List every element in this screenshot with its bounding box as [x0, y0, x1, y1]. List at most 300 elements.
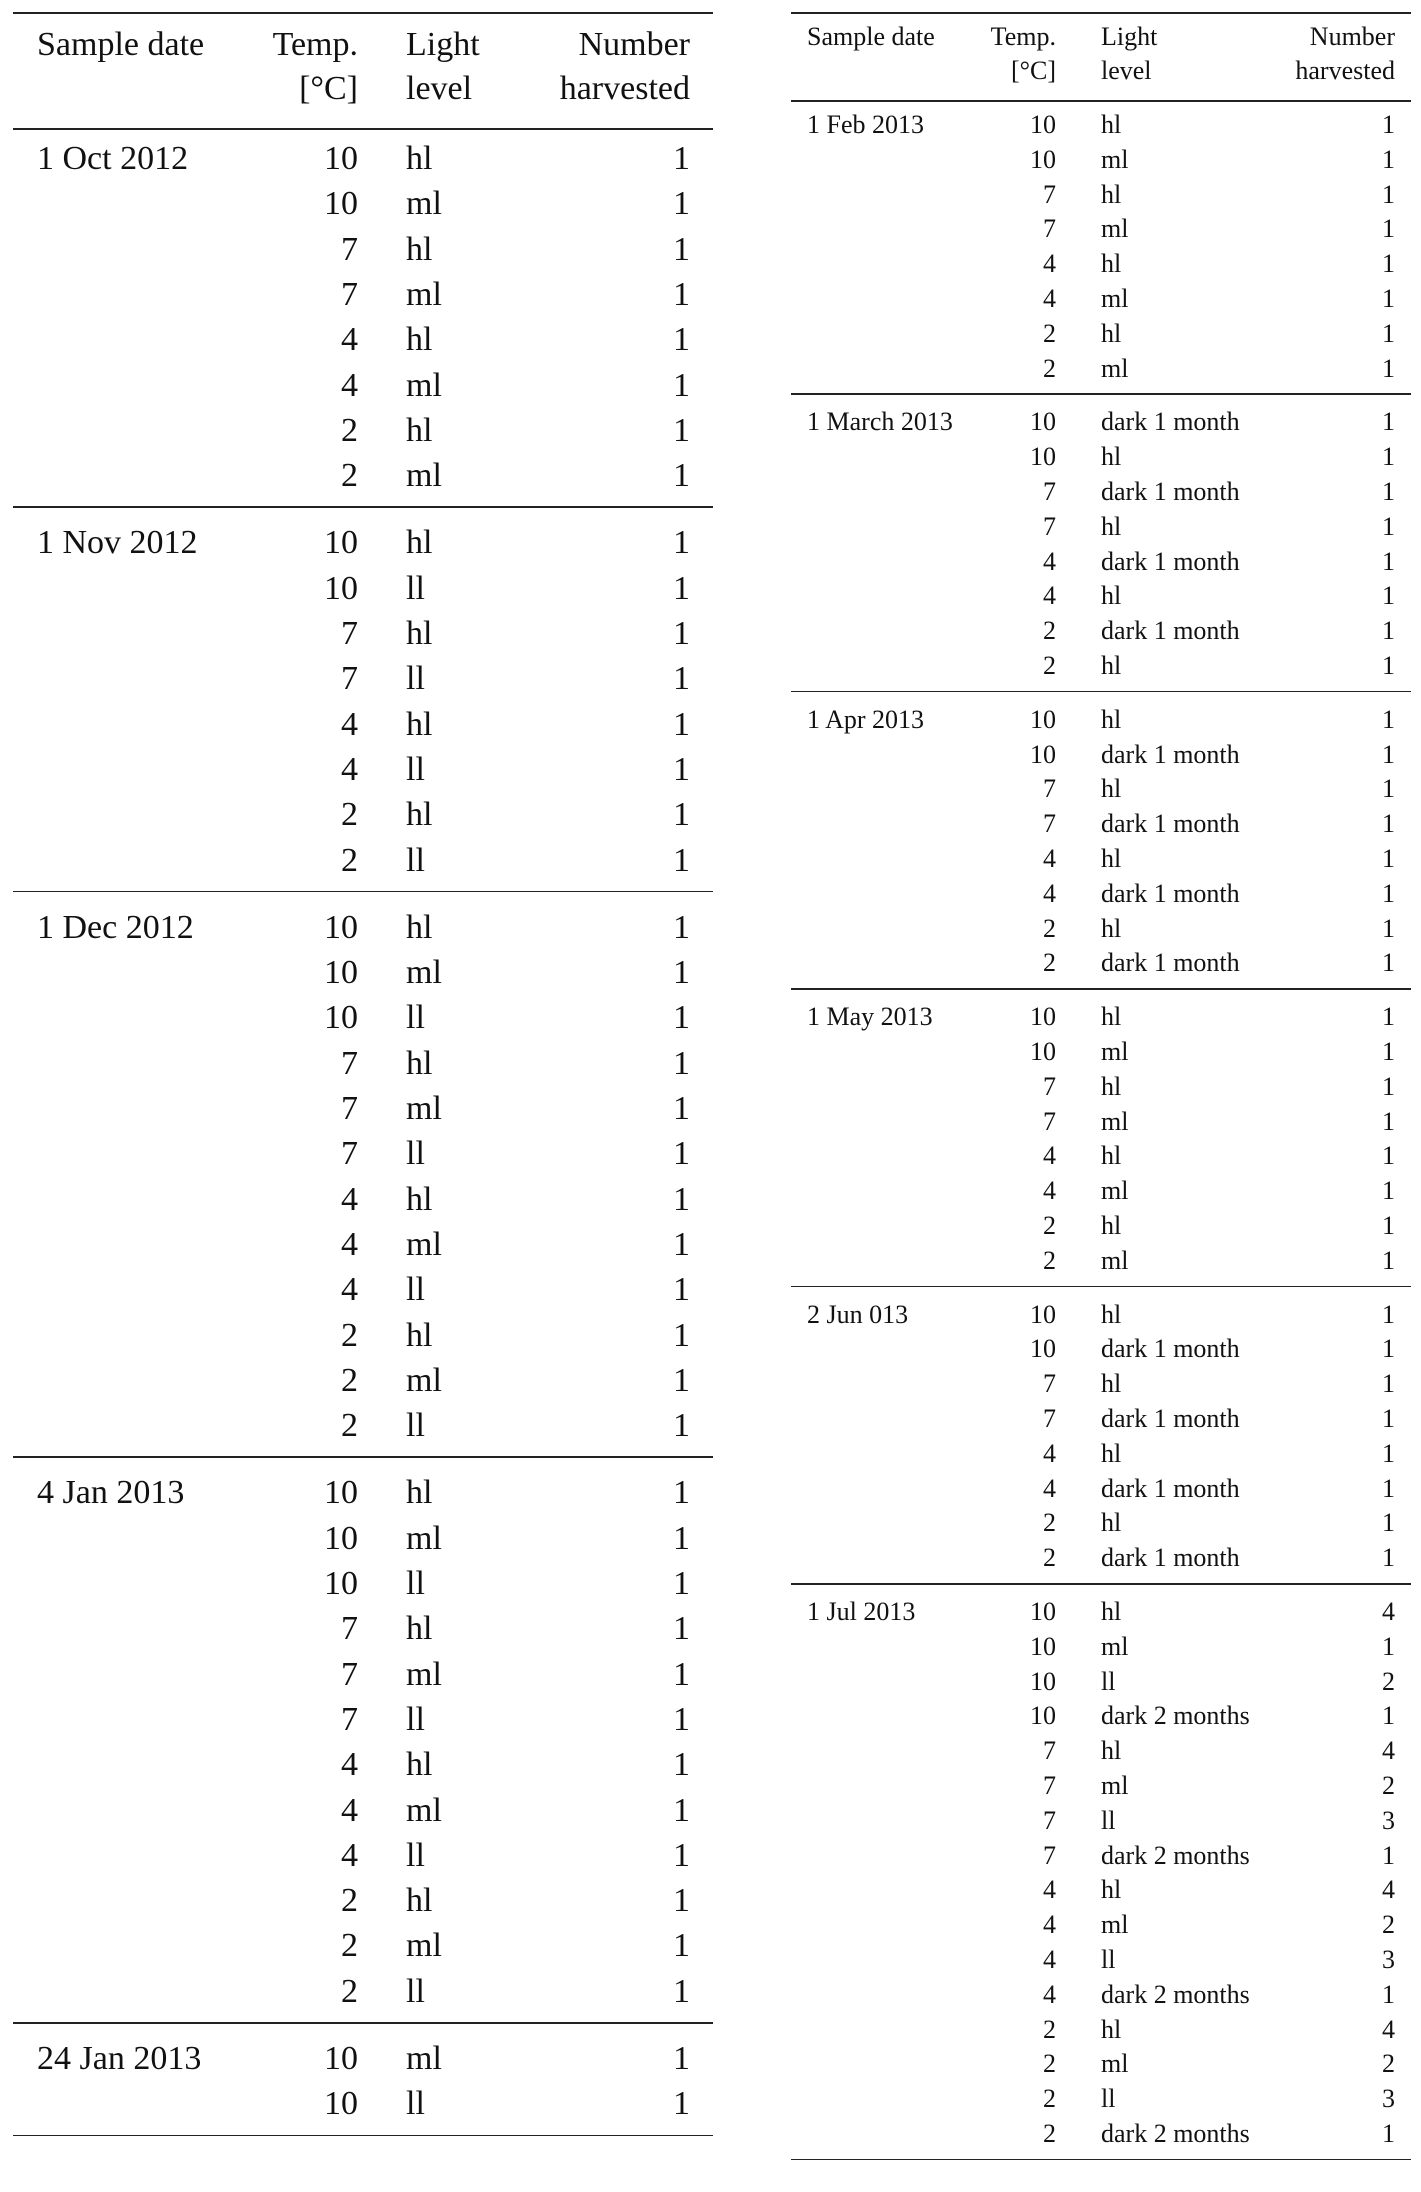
cell-number-harvested: 1 — [1382, 407, 1395, 437]
cell-light-level: dark 1 month — [1101, 809, 1240, 839]
cell-temp: 7 — [1043, 511, 1056, 541]
cell-number-harvested: 1 — [1382, 1438, 1395, 1468]
group-rule — [791, 2159, 1411, 2161]
cell-light-level: ml — [1101, 1910, 1129, 1940]
cell-number-harvested: 1 — [673, 411, 690, 449]
cell-number-harvested: 4 — [1382, 1736, 1395, 1766]
cell-number-harvested: 1 — [1382, 1037, 1395, 1066]
cell-number-harvested: 1 — [1382, 1631, 1395, 1661]
cell-light-level: hl — [1101, 1597, 1122, 1626]
cell-light-level: hl — [406, 1610, 433, 1648]
group-rule — [791, 988, 1411, 990]
header-sample-date: Sample date — [807, 22, 935, 51]
cell-temp: 7 — [1043, 1071, 1056, 1101]
cell-temp: 7 — [1043, 1736, 1056, 1766]
cell-temp: 10 — [1030, 1037, 1056, 1066]
cell-number-harvested: 1 — [673, 1927, 690, 1965]
cell-number-harvested: 1 — [1382, 1071, 1395, 1101]
cell-number-harvested: 1 — [1382, 844, 1395, 873]
cell-temp: 2 — [1043, 2014, 1056, 2044]
cell-light-level: ml — [406, 954, 442, 992]
cell-temp: 2 — [341, 457, 358, 495]
group-date: 1 Feb 2013 — [807, 110, 924, 139]
cell-light-level: hl — [1101, 179, 1122, 209]
cell-temp: 10 — [324, 2040, 358, 2077]
cell-number-harvested: 1 — [1382, 1299, 1395, 1329]
cell-number-harvested: 4 — [1382, 1597, 1395, 1626]
cell-temp: 7 — [341, 230, 358, 268]
cell-temp: 7 — [341, 615, 358, 652]
cell-light-level: dark 2 months — [1101, 1840, 1250, 1870]
cell-light-level: hl — [406, 1882, 433, 1920]
cell-temp: 4 — [341, 321, 358, 359]
cell-light-level: hl — [1101, 249, 1122, 279]
cell-temp: 4 — [1043, 1141, 1056, 1171]
group-date: 1 Oct 2012 — [37, 140, 189, 177]
cell-light-level: ll — [406, 660, 425, 698]
cell-temp: 7 — [1043, 1840, 1056, 1870]
cell-light-level: hl — [406, 524, 433, 562]
cell-temp: 7 — [1043, 1404, 1056, 1433]
cell-temp: 7 — [1043, 1805, 1056, 1835]
cell-number-harvested: 1 — [673, 185, 690, 223]
cell-temp: 4 — [1043, 1979, 1056, 2009]
cell-temp: 7 — [1043, 809, 1056, 839]
cell-temp: 10 — [1030, 704, 1056, 734]
group-date: 1 Jul 2013 — [807, 1597, 916, 1626]
cell-light-level: dark 1 month — [1101, 477, 1240, 506]
cell-light-level: hl — [406, 1180, 433, 1218]
cell-temp: 10 — [1030, 110, 1056, 139]
cell-temp: 10 — [1030, 1701, 1056, 1731]
cell-light-level: hl — [1101, 844, 1122, 873]
cell-temp: 10 — [324, 954, 358, 992]
cell-light-level: ll — [406, 1271, 425, 1309]
cell-light-level: dark 1 month — [1101, 739, 1240, 769]
cell-number-harvested: 1 — [673, 1972, 690, 2010]
cell-number-harvested: 1 — [1382, 1176, 1395, 1206]
header-light-level: level — [406, 70, 473, 107]
cell-light-level: hl — [1101, 318, 1122, 348]
cell-temp: 4 — [1043, 844, 1056, 873]
cell-temp: 4 — [1043, 1176, 1056, 1206]
cell-number-harvested: 1 — [1382, 318, 1395, 348]
cell-light-level: hl — [1101, 774, 1122, 804]
cell-temp: 4 — [1043, 249, 1056, 279]
cell-number-harvested: 1 — [673, 954, 690, 992]
cell-number-harvested: 2 — [1382, 2049, 1395, 2079]
cell-number-harvested: 3 — [1382, 1805, 1395, 1835]
cell-number-harvested: 1 — [673, 275, 690, 313]
cell-number-harvested: 1 — [673, 1655, 690, 1693]
cell-number-harvested: 1 — [1382, 704, 1395, 734]
group-date: 2 Jun 013 — [807, 1299, 909, 1329]
cell-number-harvested: 4 — [1382, 2014, 1395, 2044]
cell-light-level: ml — [1101, 1106, 1129, 1136]
cell-number-harvested: 1 — [1382, 1979, 1395, 2009]
header-temp-unit: [°C] — [1010, 56, 1056, 85]
cell-light-level: ml — [406, 1225, 442, 1263]
cell-number-harvested: 1 — [673, 1610, 690, 1648]
cell-light-level: ml — [406, 1655, 442, 1693]
cell-number-harvested: 1 — [673, 1519, 690, 1557]
cell-temp: 10 — [324, 524, 358, 562]
cell-temp: 2 — [341, 1927, 358, 1965]
cell-temp: 2 — [341, 1407, 358, 1445]
cell-number-harvested: 1 — [673, 230, 690, 268]
cell-light-level: hl — [1101, 1141, 1122, 1171]
cell-light-level: ll — [406, 750, 425, 788]
cell-light-level: ll — [1101, 1666, 1116, 1696]
header-harvested: harvested — [559, 70, 690, 107]
cell-light-level: ml — [1101, 284, 1129, 313]
cell-temp: 7 — [1043, 1106, 1056, 1136]
cell-temp: 2 — [1043, 2049, 1056, 2079]
cell-number-harvested: 1 — [673, 321, 690, 359]
cell-number-harvested: 1 — [1382, 1701, 1395, 1731]
cell-number-harvested: 1 — [1382, 809, 1395, 839]
group-rule — [13, 2135, 713, 2137]
cell-temp: 10 — [1030, 1002, 1056, 1032]
group-date: 1 March 2013 — [807, 407, 953, 437]
cell-light-level: dark 2 months — [1101, 1701, 1250, 1731]
cell-number-harvested: 1 — [673, 1700, 690, 1738]
cell-light-level: ll — [406, 1565, 425, 1602]
cell-number-harvested: 3 — [1382, 1945, 1395, 1974]
cell-light-level: ml — [406, 1519, 442, 1557]
table-top-rule — [13, 12, 713, 14]
cell-number-harvested: 1 — [1382, 144, 1395, 174]
cell-number-harvested: 1 — [673, 1746, 690, 1784]
cell-temp: 4 — [341, 366, 358, 404]
cell-number-harvested: 2 — [1382, 1666, 1395, 1696]
header-temp: Temp. — [272, 26, 358, 63]
cell-number-harvested: 1 — [1382, 2119, 1395, 2148]
cell-light-level: ll — [1101, 2084, 1116, 2114]
cell-light-level: hl — [1101, 581, 1122, 611]
group-date: 1 Nov 2012 — [37, 524, 198, 562]
group-date: 4 Jan 2013 — [37, 1474, 185, 1512]
cell-temp: 4 — [341, 1271, 358, 1309]
cell-temp: 2 — [341, 841, 358, 879]
cell-light-level: hl — [406, 230, 433, 268]
cell-number-harvested: 1 — [673, 796, 690, 834]
cell-number-harvested: 1 — [673, 1090, 690, 1127]
cell-number-harvested: 1 — [1382, 878, 1395, 908]
cell-number-harvested: 1 — [1382, 179, 1395, 209]
cell-light-level: dark 1 month — [1101, 948, 1240, 978]
cell-number-harvested: 1 — [1382, 581, 1395, 611]
cell-temp: 2 — [341, 1972, 358, 2010]
cell-number-harvested: 1 — [673, 660, 690, 698]
cell-light-level: ll — [406, 1700, 425, 1738]
cell-number-harvested: 1 — [1382, 1106, 1395, 1136]
cell-temp: 2 — [1043, 2119, 1056, 2148]
cell-number-harvested: 1 — [673, 1225, 690, 1263]
cell-temp: 2 — [1043, 2084, 1056, 2114]
cell-number-harvested: 1 — [1382, 110, 1395, 139]
cell-number-harvested: 1 — [1382, 477, 1395, 506]
cell-number-harvested: 1 — [1382, 1002, 1395, 1032]
cell-number-harvested: 1 — [673, 1791, 690, 1829]
cell-light-level: ml — [406, 1927, 442, 1965]
cell-temp: 2 — [341, 1882, 358, 1920]
cell-light-level: ml — [406, 2040, 442, 2077]
group-rule — [791, 691, 1411, 693]
cell-number-harvested: 1 — [673, 1135, 690, 1173]
cell-number-harvested: 1 — [673, 1565, 690, 1602]
cell-number-harvested: 1 — [1382, 948, 1395, 978]
cell-temp: 7 — [1043, 1369, 1056, 1399]
cell-number-harvested: 4 — [1382, 1875, 1395, 1905]
cell-number-harvested: 1 — [673, 1044, 690, 1082]
cell-light-level: hl — [406, 796, 433, 834]
cell-temp: 4 — [341, 1836, 358, 1874]
cell-temp: 10 — [324, 1519, 358, 1557]
cell-temp: 2 — [341, 411, 358, 449]
cell-number-harvested: 1 — [1382, 1404, 1395, 1433]
cell-light-level: ml — [1101, 1771, 1129, 1800]
cell-number-harvested: 1 — [673, 1882, 690, 1920]
cell-temp: 10 — [324, 185, 358, 223]
cell-temp: 7 — [1043, 179, 1056, 209]
cell-light-level: dark 1 month — [1101, 1473, 1240, 1503]
cell-light-level: hl — [1101, 442, 1122, 472]
cell-number-harvested: 1 — [1382, 616, 1395, 646]
group-date: 1 May 2013 — [807, 1002, 933, 1032]
cell-temp: 4 — [1043, 1945, 1056, 1974]
cell-temp: 10 — [1030, 144, 1056, 174]
cell-light-level: hl — [406, 140, 433, 177]
cell-temp: 4 — [1043, 1910, 1056, 1940]
cell-light-level: hl — [1101, 1508, 1122, 1538]
cell-light-level: ll — [406, 1836, 425, 1874]
cell-temp: 7 — [341, 1610, 358, 1648]
group-rule — [13, 891, 713, 893]
cell-number-harvested: 1 — [1382, 1245, 1395, 1275]
cell-light-level: dark 1 month — [1101, 1404, 1240, 1433]
cell-light-level: hl — [1101, 1438, 1122, 1468]
cell-temp: 2 — [1043, 1211, 1056, 1240]
header-sample-date: Sample date — [37, 26, 205, 63]
cell-light-level: hl — [1101, 1002, 1122, 1032]
cell-temp: 7 — [1043, 477, 1056, 506]
cell-number-harvested: 1 — [1382, 1211, 1395, 1240]
cell-light-level: hl — [1101, 1875, 1122, 1905]
cell-light-level: ll — [406, 1972, 425, 2010]
cell-number-harvested: 1 — [1382, 442, 1395, 472]
cell-temp: 2 — [341, 1316, 358, 1354]
cell-light-level: dark 1 month — [1101, 878, 1240, 908]
cell-light-level: hl — [1101, 704, 1122, 734]
cell-number-harvested: 1 — [1382, 1473, 1395, 1503]
cell-number-harvested: 1 — [1382, 284, 1395, 313]
cell-temp: 10 — [1030, 1631, 1056, 1661]
cell-temp: 10 — [1030, 739, 1056, 769]
cell-number-harvested: 1 — [673, 524, 690, 562]
cell-temp: 7 — [341, 660, 358, 698]
cell-number-harvested: 2 — [1382, 1910, 1395, 1940]
cell-light-level: hl — [1101, 913, 1122, 943]
cell-temp: 4 — [1043, 878, 1056, 908]
cell-temp: 2 — [341, 1361, 358, 1399]
cell-temp: 10 — [1030, 1334, 1056, 1364]
cell-number-harvested: 1 — [673, 1361, 690, 1399]
cell-light-level: hl — [1101, 110, 1122, 139]
header-temp: Temp. — [990, 22, 1056, 51]
cell-number-harvested: 2 — [1382, 1771, 1395, 1800]
cell-temp: 7 — [1043, 1771, 1056, 1800]
cell-number-harvested: 1 — [673, 1271, 690, 1309]
cell-number-harvested: 1 — [673, 908, 690, 946]
cell-light-level: ml — [406, 457, 442, 495]
cell-temp: 10 — [1030, 407, 1056, 437]
header-number: Number — [1309, 22, 1395, 51]
cell-light-level: hl — [1101, 1211, 1122, 1240]
cell-number-harvested: 1 — [673, 2085, 690, 2123]
cell-temp: 2 — [1043, 353, 1056, 383]
cell-number-harvested: 1 — [673, 457, 690, 495]
cell-light-level: ml — [1101, 1245, 1129, 1275]
cell-number-harvested: 1 — [673, 366, 690, 404]
cell-number-harvested: 1 — [1382, 1840, 1395, 1870]
cell-light-level: hl — [1101, 1369, 1122, 1399]
header-harvested: harvested — [1295, 56, 1395, 85]
cell-light-level: ll — [1101, 1805, 1116, 1835]
cell-light-level: ll — [406, 1135, 425, 1173]
cell-light-level: ml — [1101, 1176, 1129, 1206]
cell-number-harvested: 1 — [673, 1474, 690, 1512]
cell-temp: 4 — [1043, 284, 1056, 313]
cell-number-harvested: 1 — [1382, 1543, 1395, 1573]
cell-number-harvested: 3 — [1382, 2084, 1395, 2114]
cell-number-harvested: 1 — [1382, 1334, 1395, 1364]
cell-number-harvested: 1 — [1382, 651, 1395, 680]
cell-light-level: hl — [1101, 1736, 1122, 1766]
cell-light-level: ml — [1101, 144, 1129, 174]
cell-light-level: dark 1 month — [1101, 1334, 1240, 1364]
cell-light-level: ml — [1101, 2049, 1129, 2079]
cell-temp: 7 — [341, 275, 358, 313]
header-light-level: level — [1101, 56, 1152, 85]
cell-temp: 10 — [324, 1565, 358, 1602]
cell-temp: 2 — [1043, 1543, 1056, 1573]
cell-number-harvested: 1 — [1382, 774, 1395, 804]
header-light: Light — [1101, 22, 1158, 51]
header-light: Light — [406, 26, 480, 63]
cell-temp: 2 — [1043, 1508, 1056, 1538]
cell-number-harvested: 1 — [673, 1407, 690, 1445]
cell-light-level: dark 1 month — [1101, 546, 1240, 576]
cell-light-level: ll — [406, 1407, 425, 1445]
cell-temp: 10 — [1030, 1299, 1056, 1329]
header-rule — [791, 100, 1411, 102]
group-date: 1 Dec 2012 — [37, 908, 194, 946]
cell-temp: 4 — [1043, 546, 1056, 576]
cell-number-harvested: 1 — [673, 2040, 690, 2077]
group-rule — [791, 393, 1411, 395]
cell-temp: 4 — [1043, 1473, 1056, 1503]
cell-temp: 10 — [324, 2085, 358, 2123]
cell-light-level: ll — [1101, 1945, 1116, 1974]
cell-temp: 10 — [324, 908, 358, 946]
group-date: 1 Apr 2013 — [807, 704, 924, 734]
cell-number-harvested: 1 — [673, 1180, 690, 1218]
cell-light-level: hl — [406, 1316, 433, 1354]
cell-temp: 7 — [341, 1090, 358, 1127]
cell-light-level: ml — [1101, 1631, 1129, 1661]
cell-number-harvested: 1 — [1382, 511, 1395, 541]
cell-number-harvested: 1 — [673, 615, 690, 652]
cell-light-level: hl — [406, 1474, 433, 1512]
cell-light-level: hl — [406, 908, 433, 946]
cell-temp: 2 — [1043, 651, 1056, 680]
cell-light-level: hl — [1101, 511, 1122, 541]
cell-temp: 10 — [324, 569, 358, 607]
cell-temp: 2 — [341, 796, 358, 834]
cell-temp: 4 — [341, 705, 358, 743]
cell-light-level: hl — [1101, 1299, 1122, 1329]
cell-light-level: hl — [406, 615, 433, 652]
cell-light-level: ll — [406, 999, 425, 1037]
cell-light-level: hl — [1101, 1071, 1122, 1101]
cell-temp: 4 — [341, 1180, 358, 1218]
cell-temp: 7 — [1043, 214, 1056, 244]
cell-light-level: ll — [406, 841, 425, 879]
cell-light-level: ml — [1101, 353, 1129, 383]
cell-temp: 7 — [341, 1135, 358, 1173]
cell-light-level: hl — [1101, 2014, 1122, 2044]
cell-light-level: ml — [406, 275, 442, 313]
cell-number-harvested: 1 — [1382, 1141, 1395, 1171]
group-rule — [791, 1286, 1411, 1288]
cell-temp: 4 — [1043, 1438, 1056, 1468]
cell-temp: 10 — [324, 999, 358, 1037]
header-number: Number — [578, 26, 690, 63]
cell-temp: 7 — [341, 1655, 358, 1693]
group-rule — [13, 2022, 713, 2024]
cell-light-level: hl — [406, 321, 433, 359]
cell-number-harvested: 1 — [673, 1316, 690, 1354]
cell-light-level: ml — [1101, 1037, 1129, 1066]
cell-temp: 2 — [1043, 913, 1056, 943]
cell-temp: 10 — [324, 1474, 358, 1512]
cell-temp: 4 — [341, 1225, 358, 1263]
cell-temp: 4 — [341, 750, 358, 788]
cell-light-level: dark 2 months — [1101, 2119, 1250, 2148]
cell-temp: 7 — [341, 1700, 358, 1738]
cell-temp: 4 — [1043, 1875, 1056, 1905]
cell-light-level: ll — [406, 569, 425, 607]
group-rule — [13, 1456, 713, 1458]
cell-light-level: ll — [406, 2085, 425, 2123]
cell-number-harvested: 1 — [673, 569, 690, 607]
cell-number-harvested: 1 — [673, 750, 690, 788]
cell-temp: 7 — [341, 1044, 358, 1082]
cell-light-level: hl — [406, 705, 433, 743]
cell-light-level: ml — [1101, 214, 1129, 244]
cell-light-level: ml — [406, 1361, 442, 1399]
group-date: 24 Jan 2013 — [37, 2040, 202, 2077]
cell-temp: 2 — [1043, 616, 1056, 646]
cell-number-harvested: 1 — [673, 841, 690, 879]
cell-temp: 10 — [324, 140, 358, 177]
cell-temp: 4 — [341, 1746, 358, 1784]
cell-temp: 10 — [1030, 1597, 1056, 1626]
cell-temp: 10 — [1030, 1666, 1056, 1696]
cell-light-level: hl — [406, 1746, 433, 1784]
cell-temp: 2 — [1043, 1245, 1056, 1275]
